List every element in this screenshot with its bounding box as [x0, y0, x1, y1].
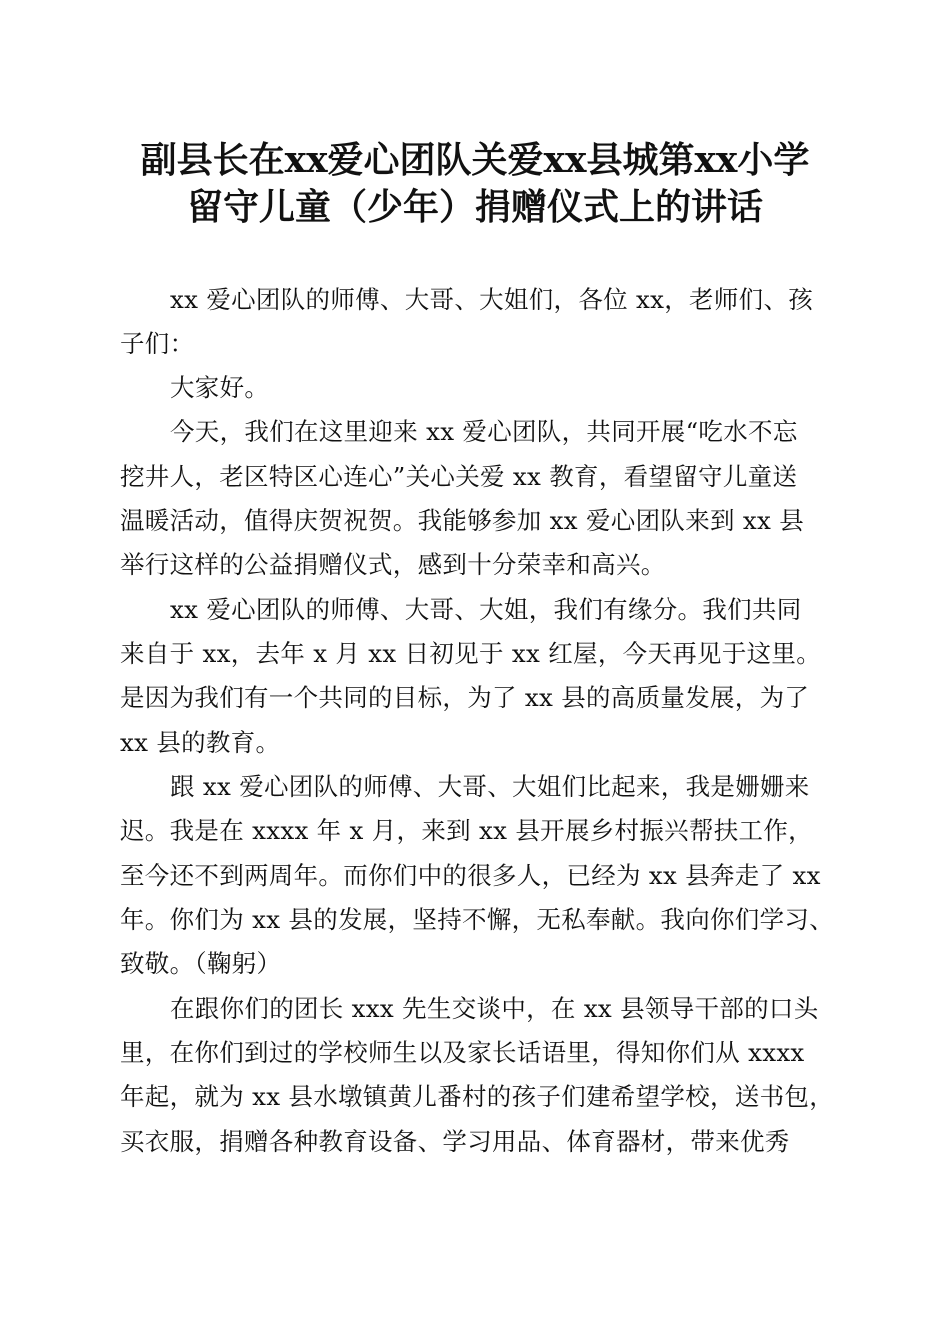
body-line: 大家好。 [170, 373, 270, 402]
document-title-line-2: 留守儿童（少年）捐赠仪式上的讲话 [186, 186, 763, 228]
body-line: 今天，我们在这里迎来 xx 爱心团队，共同开展“吃水不忘 [170, 417, 798, 446]
body-line: xx 县的教育。 [120, 728, 281, 757]
body-line: 在跟你们的团长 xxx 先生交谈中，在 xx 县领导干部的口头 [170, 994, 819, 1023]
body-line: 年。你们为 xx 县的发展，坚持不懈，无私奉献。我向你们学习、 [120, 905, 835, 934]
document-title-line-1: 副县长在xx爱心团队关爱xx县城第xx小学 [140, 139, 810, 181]
body-line: 温暖活动，值得庆贺祝贺。我能够参加 xx 爱心团队来到 xx 县 [120, 506, 805, 535]
body-line: 年起，就为 xx 县水墩镇黄儿番村的孩子们建希望学校，送书包， [120, 1082, 835, 1111]
body-line: 跟 xx 爱心团队的师傅、大哥、大姐们比起来，我是姗姗来 [170, 772, 810, 801]
body-line: 是因为我们有一个共同的目标，为了 xx 县的高质量发展，为了 [120, 683, 810, 712]
body-line: xx 爱心团队的师傅、大哥、大姐，我们有缘分。我们共同 [170, 595, 802, 624]
body-line: 子们： [120, 329, 195, 358]
body-line: 来自于 xx，去年 x 月 xx 日初见于 xx 红屋，今天再见于这里。 [120, 639, 822, 668]
body-line: 至今还不到两周年。而你们中的很多人，已经为 xx 县奔走了 xx [120, 861, 821, 890]
body-line: xx 爱心团队的师傅、大哥、大姐们，各位 xx，老师们、孩 [170, 285, 814, 314]
body-line: 致敬。（鞠躬） [120, 949, 282, 978]
body-line: 里，在你们到过的学校师生以及家长话语里，得知你们从 xxxx [120, 1038, 805, 1067]
body-line: 举行这样的公益捐赠仪式，感到十分荣幸和高兴。 [120, 550, 666, 579]
body-line: 挖井人，老区特区心连心”关心关爱 xx 教育，看望留守儿童送 [120, 462, 798, 491]
body-line: 买衣服，捐赠各种教育设备、学习用品、体育器材，带来优秀 [120, 1127, 790, 1156]
body-line: 迟。我是在 xxxx 年 x 月，来到 xx 县开展乡村振兴帮扶工作， [120, 816, 813, 845]
